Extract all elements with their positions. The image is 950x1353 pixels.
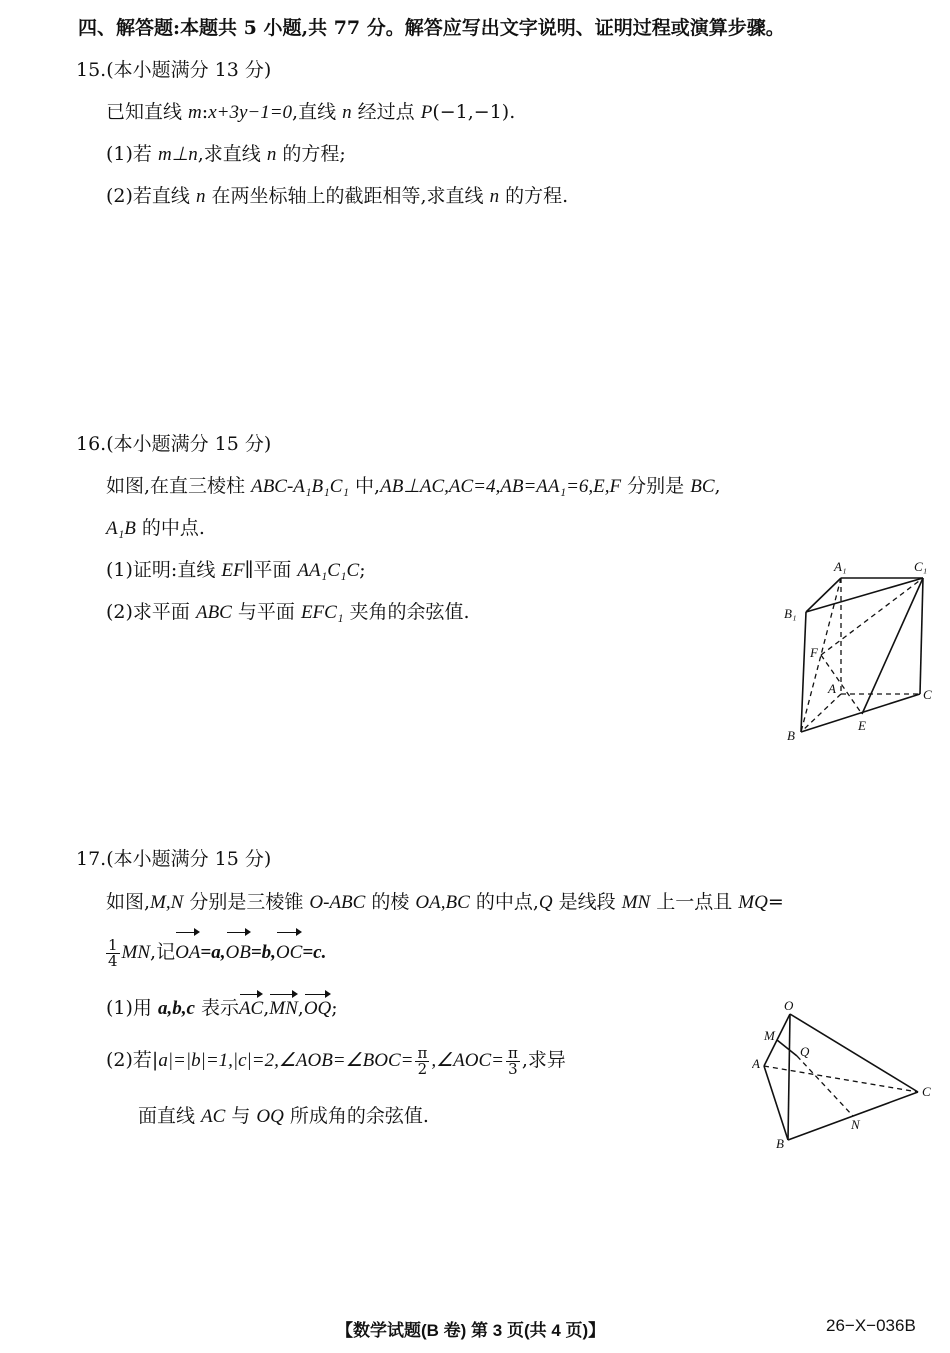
q17-stem1-d: 的中点,	[469, 891, 539, 913]
q17-vector-mn: MN	[269, 998, 298, 1019]
q15-part2	[106, 184, 568, 209]
q16-part2-c: 夹角的余弦值.	[343, 601, 470, 623]
label-c1: C₁	[914, 559, 928, 574]
exam-code: 26−X−036B	[826, 1316, 916, 1335]
page-footer: 【数学试题(B 卷) 第 3 页(共 4 页)】	[336, 1321, 606, 1340]
edge-c1-c	[920, 578, 923, 694]
q16-a1b: A₁B	[106, 518, 136, 539]
q17-part1	[106, 996, 338, 1021]
q17-part2-oq: OQ	[256, 1106, 284, 1127]
q17-vector-ac: AC	[238, 998, 264, 1019]
label-b: B	[787, 728, 795, 742]
q17-stem1-c: 的棱	[365, 891, 416, 913]
q17-eq-a: =a,	[200, 942, 226, 963]
q15-stem	[106, 100, 515, 125]
q17-edges: OA,BC	[415, 892, 470, 913]
q15-part2-n2: n	[489, 186, 500, 207]
q17-part2-line2-b: 与	[225, 1105, 257, 1127]
q15-part1	[106, 142, 346, 167]
q16-part1	[106, 558, 366, 583]
q17-part2-mid: ,∠AOC=	[431, 1050, 504, 1071]
q17-stem2-a: ,记	[150, 941, 176, 963]
label-a: A	[828, 681, 836, 696]
q17-part2-a: (2)若|	[106, 1049, 159, 1071]
q15-point-coords: (−1,−1).	[432, 101, 516, 123]
q17-stem1-f: 上一点且	[650, 891, 739, 913]
q17-part1-sep1: ,	[263, 997, 270, 1019]
q17-vector-oa: OA	[175, 935, 200, 971]
q15-line-m: m	[188, 102, 202, 123]
q17-part1-a: (1)用	[106, 997, 158, 1019]
q17-stem-line1	[106, 890, 784, 915]
q16-part1-plane: AA₁C₁C	[297, 560, 360, 581]
q16-stem2-b: 的中点.	[135, 517, 205, 539]
edge-f-c1	[821, 578, 923, 655]
edge-m-q	[777, 1040, 797, 1056]
q17-part2-conditions: a|=|b|=1,|c|=2,∠AOB=∠BOC=	[158, 1050, 414, 1071]
q15-part2-b: 在两坐标轴上的截距相等,求直线	[205, 185, 490, 207]
q16-part2-abc: ABC	[195, 602, 232, 623]
q17-point-q: Q	[538, 892, 553, 913]
q15-part2-n: n	[195, 186, 206, 207]
q15-stem-text-b: :	[201, 101, 209, 123]
q16-stem-line2	[106, 516, 205, 541]
frac-num: π	[417, 1043, 428, 1062]
label-c: C	[923, 687, 932, 702]
label-o: O	[784, 998, 794, 1013]
q15-line-n: n	[342, 102, 352, 123]
q16-part1-b: ∥平面	[244, 559, 298, 581]
label-b1: B₁	[784, 606, 797, 621]
frac-den: 4	[108, 951, 118, 970]
q17-mq: MQ	[738, 892, 768, 913]
label-q: Q	[800, 1044, 810, 1059]
q15-point-p: P	[420, 102, 433, 123]
q17-part2-line2-a: 面直线	[138, 1105, 202, 1127]
q15-stem-text-d: 经过点	[351, 101, 421, 123]
q17-part2-line2	[138, 1104, 429, 1129]
q16-header: 16.(本小题满分 15 分)	[76, 433, 272, 455]
label-e: E	[858, 718, 866, 733]
q16-stem-line1	[106, 474, 721, 499]
label-n: N	[851, 1117, 860, 1132]
q17-fraction-pi-3	[506, 1043, 520, 1078]
q15-part2-a: (2)若直线	[106, 185, 196, 207]
label-a1: A₁	[834, 559, 847, 574]
section-title: 四、解答题:本题共 5 小题,共 77 分。解答应写出文字说明、证明过程或演算步骤。	[78, 17, 785, 39]
q17-part1-c: ;	[331, 997, 338, 1019]
q15-part1-c: 的方程;	[276, 143, 346, 165]
label-f: F	[810, 645, 818, 660]
q15-stem-text-a: 已知直线	[106, 101, 189, 123]
q17-tetrahedron-figure	[752, 996, 938, 1151]
q15-stem-text-c: ,直线	[292, 101, 343, 123]
q17-part1-b: 表示	[194, 997, 239, 1019]
q15-part1-condition: m⊥n	[157, 144, 198, 165]
q17-part2-b: ,求异	[521, 1049, 566, 1071]
q17-part2-ac: AC	[201, 1106, 226, 1127]
frac-num: 1	[108, 935, 118, 954]
q15-part1-b: ,求直线	[197, 143, 267, 165]
q16-part2-b: 与平面	[231, 601, 301, 623]
q17-vector-oq: OQ	[303, 998, 332, 1019]
q17-fraction-pi-2	[415, 1043, 429, 1078]
q16-part1-c: ;	[359, 559, 366, 581]
q17-stem2-mn: MN	[121, 942, 151, 963]
q17-eq-c: =c.	[302, 942, 327, 963]
q16-conditions: AB⊥AC,AC=4,AB=AA₁=6,E,F	[380, 476, 622, 497]
q16-part2-efc: EFC₁	[300, 602, 344, 623]
q16-part2	[106, 600, 470, 625]
q17-header: 17.(本小题满分 15 分)	[76, 848, 272, 870]
q16-part1-a: (1)证明:直线	[106, 559, 222, 581]
q16-stem1-b: 中,	[349, 475, 381, 497]
q17-stem-line2	[104, 934, 326, 971]
q16-stem1-a: 如图,在直三棱柱	[106, 475, 252, 497]
label-b: B	[776, 1136, 784, 1151]
q17-stem1-g: =	[767, 891, 784, 913]
label-a: A	[752, 1056, 760, 1071]
edge-a-c	[764, 1066, 918, 1092]
q16-stem1-c: 分别是	[621, 475, 691, 497]
q16-bc: BC	[690, 476, 715, 497]
q17-vector-oc: OC	[276, 935, 302, 971]
q17-stem1-e: 是线段	[552, 891, 622, 913]
q17-part2-line2-c: 所成角的余弦值.	[283, 1105, 429, 1127]
edge-o-b	[788, 1014, 790, 1140]
q17-part1-sep2: ,	[297, 997, 304, 1019]
q17-pyramid: O-ABC	[309, 892, 366, 913]
q17-vector-ob: OB	[226, 935, 251, 971]
q17-part1-abc: a,b,c	[157, 998, 195, 1019]
frac-den: 3	[508, 1059, 518, 1078]
q15-header: 15.(本小题满分 13 分)	[76, 59, 272, 81]
edge-b1-b	[801, 612, 806, 732]
q15-part1-a: (1)若	[106, 143, 158, 165]
q17-segment-mn: MN	[621, 892, 651, 913]
frac-den: 2	[417, 1059, 428, 1078]
q15-equation: x+3y−1=0	[208, 102, 293, 123]
label-c: C	[922, 1084, 931, 1099]
q16-prism-figure	[780, 556, 940, 742]
edge-q-n	[797, 1056, 853, 1116]
q16-part1-ef: EF	[221, 560, 245, 581]
q17-stem1-a: 如图,	[106, 891, 151, 913]
q17-points-mn: M,N	[150, 892, 184, 913]
q15-part1-n: n	[266, 144, 277, 165]
edge-a-b	[764, 1066, 788, 1140]
q16-prism: ABC-A₁B₁C₁	[251, 476, 350, 497]
q16-stem1-d: ,	[714, 475, 721, 497]
label-m: M	[764, 1028, 775, 1043]
q16-part2-a: (2)求平面	[106, 601, 196, 623]
q17-eq-b: =b,	[250, 942, 276, 963]
q15-part2-c: 的方程.	[499, 185, 569, 207]
frac-num: π	[507, 1043, 518, 1062]
q17-stem1-b: 分别是三棱锥	[183, 891, 310, 913]
q17-part2	[106, 1040, 566, 1081]
q17-fraction-quarter	[106, 935, 120, 970]
